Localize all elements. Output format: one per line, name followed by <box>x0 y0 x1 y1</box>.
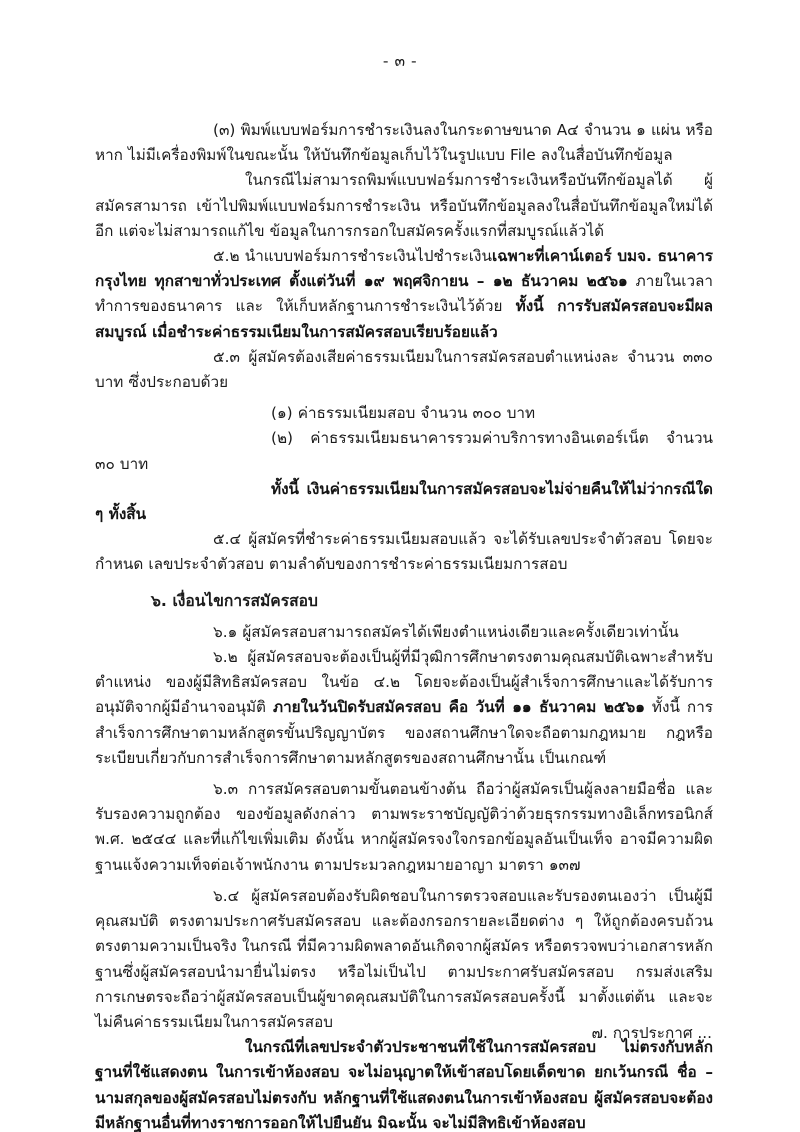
line-text: เลขประจำตัวสอบ ตามลำดับของการชำระค่าธรรมเนียมการสอบ <box>148 555 568 574</box>
run-bold-dates: ทุกสาขาทั่วประเทศ ตั้งแต่วันที่ ๑๙ พฤศจิกายน – ๑๒ ธันวาคม ๒๕๖๑ <box>154 272 628 291</box>
line-text: ที่มีความผิดพลาดอันเกิดจากผู้สมัคร หรือตรวจพบว่าเอกสารหลักฐานซึ่งผู้สมัครสอบนำมายื่นไม่ตรง หรือไม่เป็นไป <box>95 937 713 981</box>
line-text: ตรงตามประกาศรับสมัครสอบ และต้องกรอกรายละเอียดต่าง ๆ ให้ถูกต้องครบถ้วนตรงตามความเป็นจริง ในกรณี <box>95 912 713 956</box>
line-text: ๕.๔ ผู้สมัครที่ชำระค่าธรรมเนียมสอบแล้ว จะได้รับเลขประจำตัวสอบ โดยจะกำหนด <box>95 530 713 574</box>
paragraph-fee-item-1: (๑) ค่าธรรมเนียมสอบ จำนวน ๓๐๐ บาท <box>271 404 536 423</box>
run-plain: ๖.๒ ผู้สมัครสอบจะต้องเป็นผู้ที่มีวุฒิการศึกษาตรงตามคุณสมบัติเฉพาะสำหรับตำแหน่ง ของผู้มีสิทธิสมัครสอบ ในข้อ ๔.๒ โดยจะต้องเป็นผู้สำเร็จการศึกษาและได้รับการอนุมัติจากผู้มีอำนาจอนุมัติ <box>95 648 713 717</box>
paragraph-item-6-2 <box>95 645 713 771</box>
page-number: - ๓ - <box>382 52 418 70</box>
paragraph-item-3-print-form <box>95 118 713 168</box>
run-space <box>147 272 155 290</box>
line-text: ๕.๓ ผู้สมัครต้องเสียค่าธรรมเนียมในการสมัครสอบตำแหน่งละ จำนวน ๓๓๐ บาท <box>95 347 713 392</box>
run-plain: ทั้งนี้ การสำเร็จการศึกษาตามหลักสูตรขั้นปริญญาบัตร ของสถานศึกษาใดจะถือตามกฎหมาย กฎหรือระเบียบเกี่ยวกับการสำเร็จการศึกษาตามหลักสูตรของสถานศึกษานั้น เป็นเกณฑ์ <box>95 698 713 767</box>
paragraph-item-6-1: ๖.๑ ผู้สมัครสอบสามารถสมัครได้เพียงตำแหน่งเดียวและครั้งเดียวเท่านั้น <box>213 622 679 641</box>
paragraph-item-6-4 <box>95 884 713 1035</box>
line-text: เข้าไปพิมพ์แบบฟอร์มการชำระเงิน หรือบันทึกข้อมูลลงในสื่อบันทึกข้อมูลใหม่ได้อีก แต่จะไม่สามารถแก้ไข <box>95 196 713 240</box>
line-text: ๖.๓ การสมัครสอบตามขั้นตอนข้างต้น ถือว่าผู้สมัครเป็นผู้ลงลายมือชื่อ และรับรองความถูกต้อง <box>95 780 713 824</box>
paragraph-id-mismatch <box>95 1035 713 1132</box>
paragraph-reprint <box>95 168 713 244</box>
line-text: ในกรณีไม่สามารถพิมพ์แบบฟอร์มการชำระเงินหรือบันทึกข้อมูลได้ ผู้สมัครสามารถ <box>95 171 713 215</box>
run-bold-deadline: ภายในวันปิดรับสมัครสอบ คือ วันที่ ๑๑ ธันวาคม ๒๕๖๑ <box>272 698 645 717</box>
bold-id-mismatch-text: ในกรณีที่เลขประจำตัวประชาชนที่ใช้ในการสมัครสอบ ไม่ตรงกับหลักฐานที่ใช้แสดงตน ในการเข้าห้องสอบ จะไม่อนุญาตให้เข้าสอบโดยเด็ดขาด ยกเว้นกรณี ชื่อ – นามสกุลของผู้สมัครสอบไม่ตรงกับ หลักฐานที่ใช้แสดงตนในการเข้าห้องสอบ ผู้สมัครสอบจะต้องมีหลักฐานอื่นที่ทางราชการออกให้ไปยืนยัน มิฉะนั้น จะไม่มีสิทธิเข้าห้องสอบ <box>95 1038 713 1132</box>
bold-nonrefundable-text: ทั้งนี้ เงินค่าธรรมเนียมในการสมัครสอบจะไม่จ่ายคืนให้ไม่ว่ากรณีใด ๆ ทั้งสิ้น <box>95 479 713 524</box>
line-text: มาตรา ๑๓๗ <box>498 855 581 874</box>
run-plain: ๕.๒ นำแบบฟอร์มการชำระเงินไปชำระเงิน <box>213 247 492 266</box>
line-text: ไม่มีเครื่องพิมพ์ในขณะนั้น ให้บันทึกข้อมูลเก็บไว้ในรูปแบบ File ลงในสื่อบันทึกข้อมูล <box>128 146 673 165</box>
paragraph-item-5-4 <box>95 527 713 577</box>
paragraph-fee-item-2: (๒) ค่าธรรมเนียมธนาคารรวมค่าบริการทางอินเตอร์เน็ต จำนวน ๓๐ บาท <box>95 429 713 473</box>
line-text: มาตั้งแต่ต้น และจะไม่คืนค่าธรรมเนียมในการสมัครสอบ <box>95 987 714 1031</box>
paragraph-item-5-2 <box>95 244 713 345</box>
line-text: ๖.๔ ผู้สมัครสอบต้องรับผิดชอบในการตรวจสอบและรับรองตนเองว่า เป็นผู้มีคุณสมบัติ <box>95 886 713 931</box>
line-text: ซึ่งประกอบด้วย <box>128 373 229 392</box>
run-plain: ภายในเวลาทำการของธนาคาร และ ให้เก็บหลักฐานการชำระเงินไว้ด้วย <box>95 272 714 316</box>
line-text: ของข้อมูลดังกล่าว ตามพระราชบัญญัติว่าด้วยธุรกรรมทางอิเล็กทรอนิกส์ พ.ศ. ๒๕๔๔ และที่แก้ไขเพิ่มเติม ดังนั้น <box>95 805 714 849</box>
run-bold-bank: เฉพาะที่เคาน์เตอร์ บมจ. ธนาคารกรุงไทย <box>95 247 713 291</box>
paragraph-item-5-3 <box>95 345 713 395</box>
document-body <box>95 118 713 1132</box>
line-text: ตามประกาศรับสมัครสอบ กรมส่งเสริมการเกษตรจะถือว่าผู้สมัครสอบเป็นผู้ขาดคุณสมบัติในการสมัครสอบครั้งนี้ <box>95 962 714 1006</box>
line-text: (๓) พิมพ์แบบฟอร์มการชำระเงินลงในกระดาษขนาด A๔ จำนวน ๑ แผ่น หรือหาก <box>95 121 713 165</box>
footer-next-section-note: ๗. การประกาศ ... <box>591 1024 712 1042</box>
paragraph-fee-nonrefundable <box>95 477 713 527</box>
paragraph-item-6-3 <box>95 777 713 878</box>
run-bold-complete: ทั้งนี้ การรับสมัครสอบจะมีผลสมบูรณ์ เมื่อชำระค่าธรรมเนียมในการสมัครสอบเรียบร้อยแล้ว <box>95 297 713 341</box>
line-text: หากผู้สมัครจงใจกรอกข้อมูลอันเป็นเท็จ อาจมีความผิดฐานแจ้งความเท็จต่อเจ้าพนักงาน ตามประมวลกฎหมายอาญา <box>95 830 713 874</box>
heading-section-6: ๖. เงื่อนไขการสมัครสอบ <box>151 591 318 610</box>
line-text: ข้อมูลในการกรอกใบสมัครครั้งแรกที่สมบูรณ์แล้วได้ <box>269 221 605 240</box>
